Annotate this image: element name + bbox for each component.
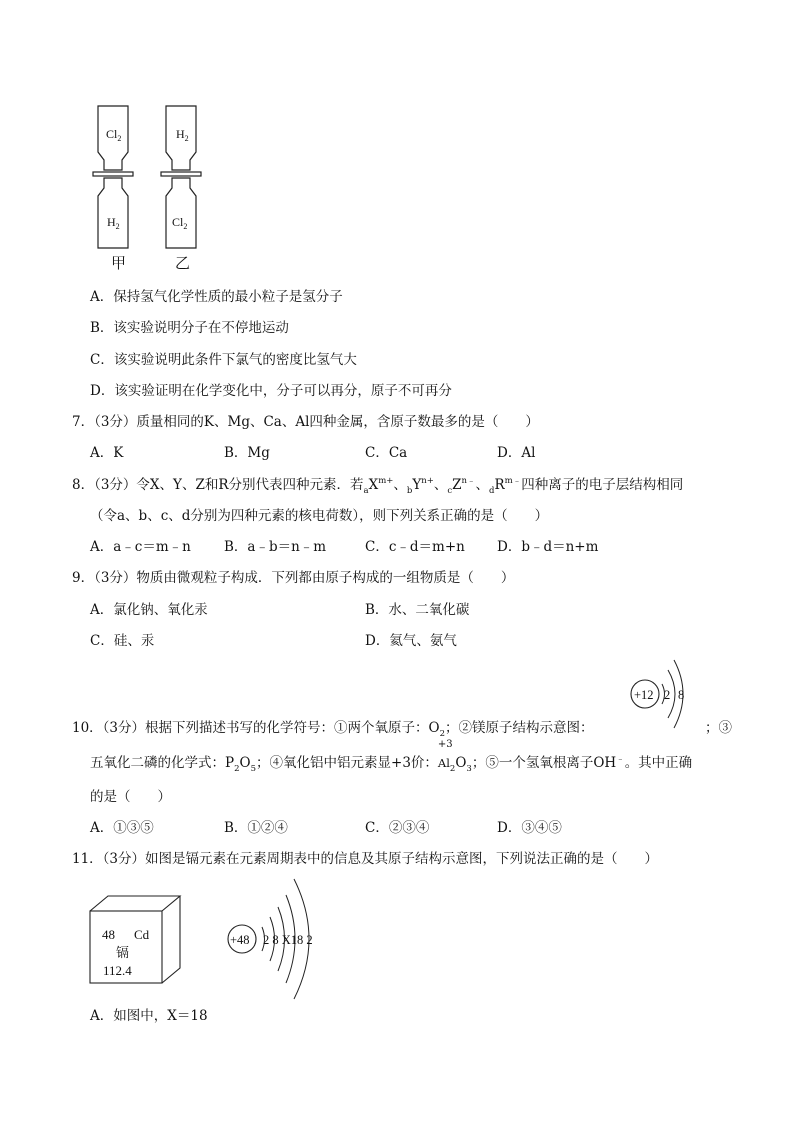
q7-option-d: D．Al xyxy=(497,445,536,461)
svg-text:H2: $H_2$ xyxy=(107,215,120,231)
jar2-bottom-label: Cl xyxy=(172,215,184,229)
q7-stem: 7．（3分）质量相同的K、Mg、Ca、Al四种金属，含原子数最多的是（ ） xyxy=(72,414,539,430)
q8-option-c: C．c﹣d＝m+n xyxy=(365,539,465,555)
cadmium-atom-structure-diagram xyxy=(226,873,332,1005)
glass-plate xyxy=(161,172,201,176)
mg-shell-2: 8 xyxy=(678,688,685,702)
q10-option-b: B．①②④ xyxy=(224,820,288,836)
q6-option-c: C．该实验说明此条件下氯气的密度比氢气大 xyxy=(90,352,357,368)
cd-shells: 2 8 X18 2 xyxy=(263,933,313,947)
q9-stem: 9．（3分）物质由微观粒子构成．下列都由原子构成的一组物质是（ ） xyxy=(72,570,515,586)
mg-atom-structure-diagram xyxy=(622,656,698,732)
gas-jars-figure xyxy=(88,100,218,278)
q7-option-b: B．Mg xyxy=(224,445,270,461)
q7-option-c: C．Ca xyxy=(365,445,408,461)
glass-plate xyxy=(93,172,133,176)
cadmium-element-cell xyxy=(88,893,184,989)
q9-option-c: C．硅、汞 xyxy=(90,633,155,649)
q10-option-a: A．①③⑤ xyxy=(90,820,154,836)
mg-shell-1: 2 xyxy=(664,688,671,702)
q8-option-b: B．a﹣b＝n﹣m xyxy=(224,539,327,555)
q10-stem-line3: 的是（ ） xyxy=(90,789,171,805)
jar1-bottom-label: H xyxy=(107,215,116,229)
q11-stem: 11．（3分）如图是镉元素在元素周期表中的信息及其原子结构示意图，下列说法正确的是（ ） xyxy=(72,851,659,867)
label-jia: 甲 xyxy=(111,254,127,272)
q8-stem-line1: 8．（3分）令X、Y、Z和R分别代表四种元素．若$_aX^{m+}$、$_bY^{n+}$、$_cZ^{n﹣}$、$_dR^{m﹣}$四种离子的电子层结构相同 xyxy=(72,476,684,496)
q10-option-d: D．③④⑤ xyxy=(497,820,562,836)
q9-option-a: A．氯化钠、氧化汞 xyxy=(90,602,208,618)
jar-jia-bottom xyxy=(98,178,128,248)
svg-text:H2: $H_2$ xyxy=(176,127,189,143)
jar1-top-label: Cl xyxy=(106,127,118,141)
svg-text:Cl2: $Cl_2$ xyxy=(106,127,122,143)
q9-option-b: B．水、二氧化碳 xyxy=(365,602,470,618)
svg-text:Cl2: $Cl_2$ xyxy=(172,215,188,231)
jar-yi-bottom xyxy=(166,178,196,248)
cd-nucleus: +48 xyxy=(230,933,250,947)
q10-stem-line1: 10．（3分）根据下列描述书写的化学符号：①两个氧原子：$O_2$；②镁原子结构示意图： xyxy=(72,720,594,739)
al2o3-formula: +3 $Al_2O_3$ xyxy=(437,739,472,774)
q6-option-d: D．该实验证明在化学变化中，分子可以再分，原子不可再分 xyxy=(90,383,452,399)
q6-option-a: A．保持氢气化学性质的最小粒子是氢分子 xyxy=(90,289,343,305)
q7-option-a: A．K xyxy=(90,445,124,461)
q8-option-d: D．b﹣d＝n+m xyxy=(497,539,599,555)
q6-option-b: B．该实验说明分子在不停地运动 xyxy=(90,320,289,336)
q9-option-d: D．氦气、氨气 xyxy=(365,633,457,649)
q10-stem-line2: 五氧化二磷的化学式：$P_2O_5$；④氧化铝中铝元素显+3价： +3 $Al_2O_3$；⑤一个氢氧根离子OH﹣。其中正确 xyxy=(90,739,693,774)
jar2-top-label: H xyxy=(176,127,185,141)
cd-name: 镉 xyxy=(116,945,130,960)
q8-stem-line2: （令a、b、c、d分别为四种元素的核电荷数），则下列关系正确的是（ ） xyxy=(90,508,549,524)
q10-stem-line1-end: ；③ xyxy=(705,720,732,736)
cd-atomic-number: 48 xyxy=(102,927,115,942)
mg-nucleus: +12 xyxy=(634,688,654,702)
label-yi: 乙 xyxy=(175,254,191,272)
cd-atomic-mass: 112.4 xyxy=(103,963,132,978)
cd-symbol: Cd xyxy=(134,927,150,942)
q8-option-a: A．a﹣c＝m﹣n xyxy=(90,539,191,555)
q10-option-c: C．②③④ xyxy=(365,820,430,836)
q11-option-a: A．如图中，X＝18 xyxy=(90,1008,208,1024)
